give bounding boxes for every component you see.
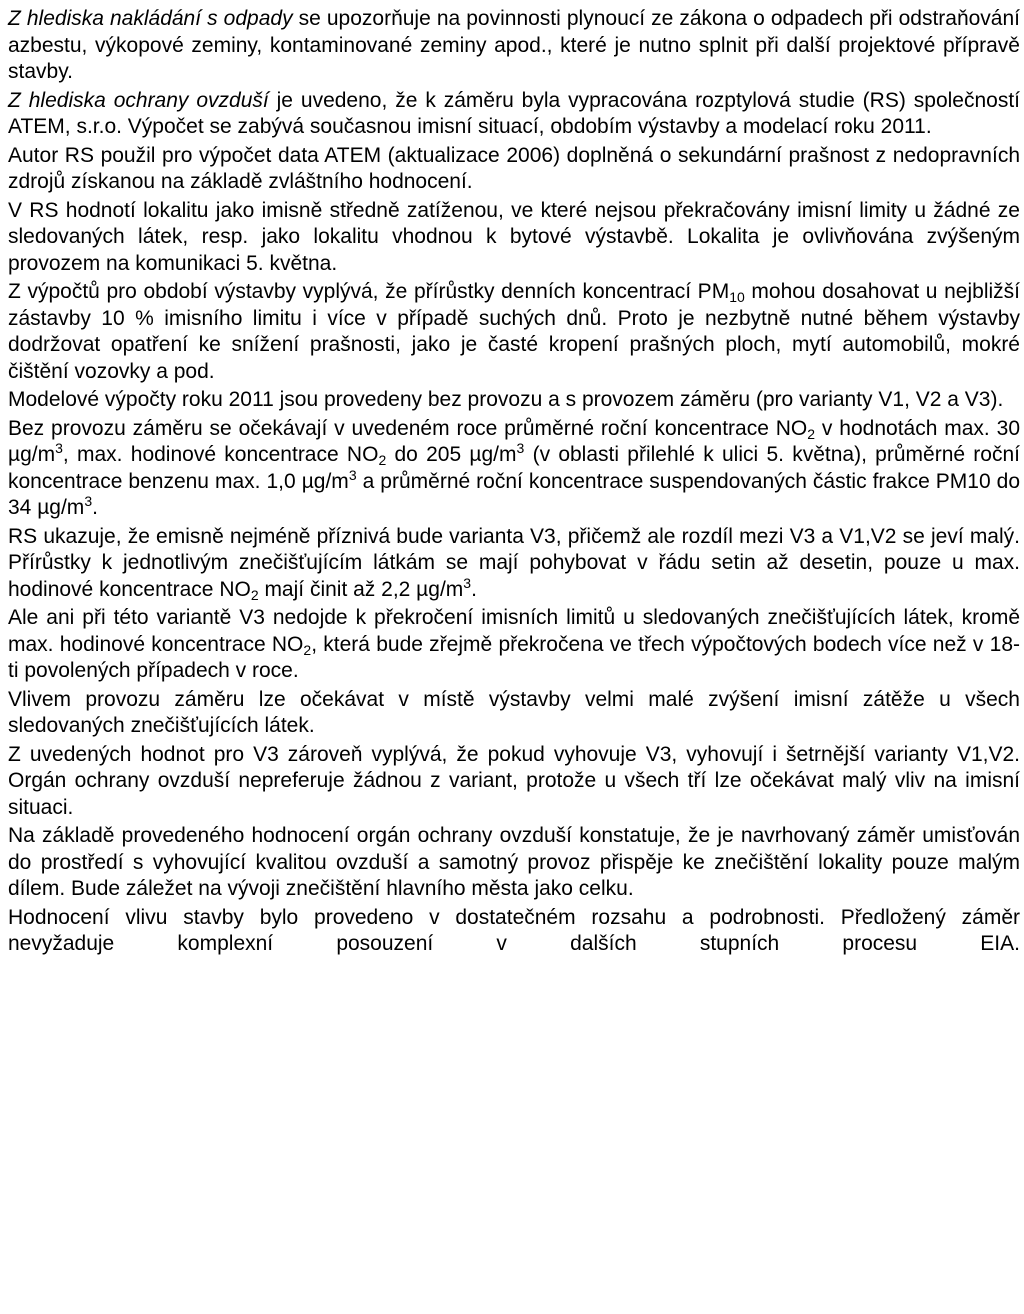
- paragraph-model-calculations: Modelové výpočty roku 2011 jsou provedeny bez provozu a s provozem záměru (pro varianty V1, V2 a V3).: [8, 388, 1004, 411]
- paragraph-limit-exceedance: Ale ani při této variantě V3 nedojde k překročení imisních limitů u sledovaných znečišťujících látek, kromě max. hodinové koncentrace $NO_2$, která bude zřejmě překročena ve třech výpočtových bodech více než v 18-ti povolených případech v roce.: [8, 606, 1021, 682]
- paragraph-waste-management: [8, 6, 1020, 86]
- heading-waste-management: Z hlediska nakládání s odpady: [8, 7, 293, 30]
- paragraph-variants-comparison: Z uvedených hodnot pro V3 zároveň vyplývá, že pokud vyhovuje V3, vyhovují i šetrnější varianty V1,V2. Orgán ochrany ovzduší nepreferuje žádnou z variant, protože u všech tří lze očekávat malý vliv na imisní situaci.: [8, 742, 1020, 819]
- paragraph-final-assessment: Hodnocení vlivu stavby bylo provedeno v dostatečném rozsahu a podrobnosti. Předložený záměr nevyžaduje komplexní posouzení v dalších stupních procesu EIA.: [8, 905, 1020, 955]
- paragraph-variant-v3: RS ukazuje, že emisně nejméně příznivá bude varianta V3, přičemž ale rozdíl mezi V3 a V1,V2 se jeví malý. Přírůstky k jednotlivým znečišťujícím látkám se mají pohybovat v řádu setin až desetin, pouze u max. hodinové koncentrace $NO_2$ mají činit až 2,2 $\mu g/m^3$.: [8, 524, 1020, 603]
- paragraph-rs-author-data: Autor RS použil pro výpočet data ATEM (aktualizace 2006) doplněná o sekundární prašnost z nedopravních zdrojů získanou na základě zvláštního hodnocení.: [8, 143, 1020, 193]
- text-waste-management: se upozorňuje na povinnosti plynoucí ze zákona o odpadech při odstraňování azbestu, výkopové zeminy, kontaminované zeminy apod., které je nutno splnit při další projektové přípravě stavby.: [8, 7, 1020, 83]
- paragraph-conclusion: Na základě provedeného hodnocení orgán ochrany ovzduší konstatuje, že je navrhovaný záměr umisťován do prostředí s vyhovující kvalitou ovzduší a samotný provoz přispěje ke znečištění lokality pouze malým dílem. Bude záležet na vývoji znečištění hlavního města jako celku.: [8, 824, 1020, 900]
- heading-air-protection: Z hlediska ochrany ovzduší: [8, 88, 269, 112]
- text-air-protection: je uvedeno, že k záměru byla vypracována rozptylová studie (RS) společností ATEM, s.r.o. Výpočet se zabývá současnou imisní situací, obdobím výstavby a modelací roku 2011.: [8, 88, 1020, 138]
- paragraph-operation-impact: Vlivem provozu záměru lze očekávat v místě výstavby velmi malé zvýšení imisní zátěže u všech sledovaných znečišťujících látek.: [8, 687, 1020, 737]
- paragraph-without-operation: Bez provozu záměru se očekávají v uvedeném roce průměrné roční koncentrace $NO_2$ v hodnotách max. 30 $\mu g/m^3$, max. hodinové koncentrace $NO_2$ do 205 $\mu g/m^3$ (v oblasti přilehlé k ulici 5. května), průměrné roční koncentrace benzenu max. 1,0 $\mu g/m^3$ a průměrné roční koncentrace suspendovaných částic frakce PM10 do 34 $\mu g/m^3$.: [8, 416, 1020, 519]
- paragraph-locality-assessment: V RS hodnotí lokalitu jako imisně středně zatíženou, ve které nejsou překračovány imisní limity u žádné ze sledovaných látek, resp. jako lokalitu vhodnou k bytové výstavbě. Lokalita je ovlivňována zvýšeným provozem na komunikaci 5. května.: [8, 198, 1020, 275]
- paragraph-construction-period: Z výpočtů pro období výstavby vyplývá, že přírůstky denních koncentrací $PM_{10}$ mohou dosahovat u nejbližší zástavby 10 % imisního limitu i více v případě suchých dnů. Proto je nezbytně nutné během výstavby dodržovat opatření ke snížení prašnosti, jako je časté kropení prašných ploch, mytí automobilů, mokré čištění vozovky a pod.: [8, 280, 1020, 383]
- paragraph-air-protection: [8, 88, 1020, 141]
